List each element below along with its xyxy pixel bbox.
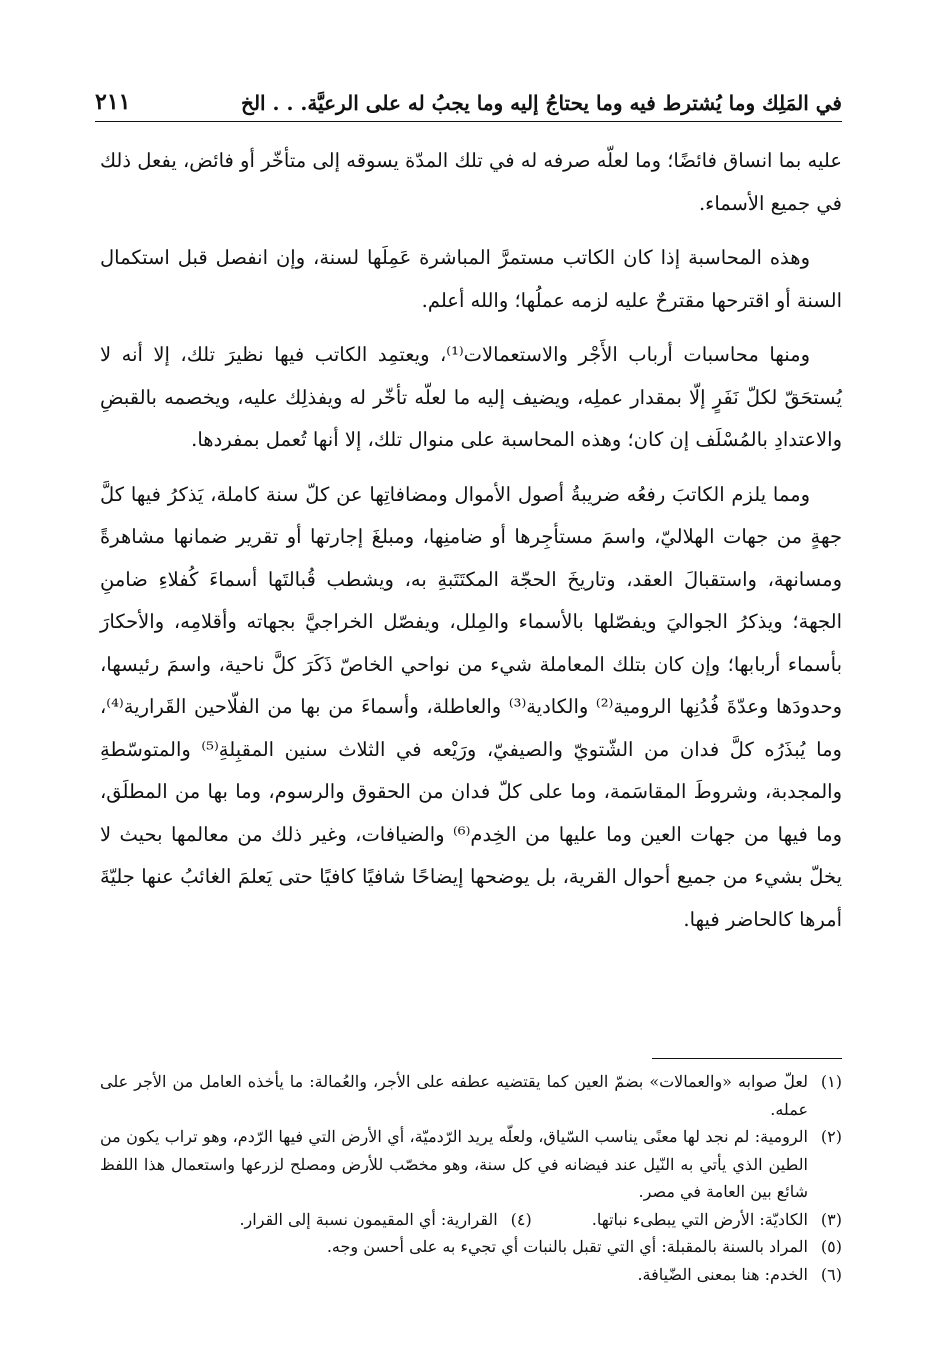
- footnote: [100, 1123, 842, 1206]
- running-title: في المَلِك وما يُشترط فيه وما يحتاجُ إليه وما يجبُ له على الرعيَّة. . . الخ: [241, 91, 842, 115]
- footnote: [100, 1068, 842, 1123]
- footnote-number: (٦): [820, 1264, 842, 1284]
- footnote-separator: [652, 1058, 842, 1059]
- footnote-text: لعلّ صوابه «والعمالات» بضمّ العين كما يقتضيه عطفه على الأجر، والعُمالة: ما يأخذه العامل من الأجر على عمله.: [100, 1072, 808, 1119]
- page-number: ٢١١: [95, 89, 131, 115]
- running-header: [95, 82, 842, 122]
- footnote-text: القرارية: أي المقيمون نسبة إلى القرار.: [239, 1209, 498, 1229]
- footnote: [100, 1233, 842, 1261]
- footnote-number: (٤): [510, 1209, 532, 1229]
- footnote-row: [100, 1206, 842, 1234]
- footnote: [100, 1261, 842, 1289]
- footnote-number: (٣): [820, 1209, 842, 1229]
- paragraph: عليه بما انساق فائضًا؛ وما لعلّه صرفه له في تلك المدّة يسوقه إلى متأخّر أو فائض، يفعل ذلك في جميع الأسماء.: [100, 149, 842, 215]
- footnotes: [100, 1068, 842, 1288]
- paragraph: ومما يلزم الكاتبَ رفعُه ضريبةُ أصول الأموال ومضافاتِها عن كلّ سنة كاملة، يَذكرُ فيها كلَّ جهةٍ من جهات الهلاليّ، واسمَ مستأجِرها أو ضامنِها، ومبلغَ إجارتها أو تقرير ضمانها مشاهرةً ومسانهة، واستقبالَ العقد، وتاريخَ الحجّة المكتَتَبةِ به، ويشطب قُبالتَها أسماءَ كُفلاءِ ضامنِ الجهة؛ ويذكرُ الجواليَ ويفصّلها بالأسماء والمِلل، ويفصّل الخراجيَّ بجهاته وأقلامِه، والأحكارَ بأسماء أربابها؛ وإن كان بتلك المعاملة شيء من نواحي الخاصّ ذَكَرَ كلَّ ناحية، واسمَ رئيسها، وحدودَها وعدّةَ فُدُنِها الرومية⁽²⁾ والكادية⁽³⁾ والعاطلة، وأسماءَ من بها من الفلّاحين القَرارية⁽⁴⁾، وما يُبذَرُه كلَّ فدان من الشّتويّ والصيفيّ، ورَيْعه في الثلاث سنين المقبِلةِ⁽⁵⁾ والمتوسّطةِ والمجدبة، وشروطَ المقاسَمة، وما على كلّ فدان من الحقوق والرسوم، وما بها من المطلَق، وما فيها من جهات العين وما عليها من الخِدم⁽⁶⁾ والضيافات، وغير ذلك من معالمها بحيث لا يخلّ بشيء من جميع أحوال القرية، بل يوضحها إيضاحًا شافيًا كافيًا حتى يَعلمَ الغائبُ عنها جليّةَ أمرها كالحاضر فيها.: [100, 482, 843, 931]
- footnote-number: (٢): [820, 1127, 842, 1146]
- paragraph: وهذه المحاسبة إذا كان الكاتب مستمرَّ المباشرة عَمِلَها لسنة، وإن انفصل قبل استكمال السنة أو اقترحها مقترحٌ عليه لزمه عملُها؛ والله أعلم.: [100, 246, 842, 312]
- footnote: [239, 1206, 531, 1234]
- footnote-number: (١): [820, 1072, 842, 1091]
- footnote-text: المراد بالسنة بالمقبلة: أي التي تقبل بالنبات أي تجيء به على أحسن وجه.: [326, 1237, 808, 1256]
- footnote: [592, 1206, 842, 1234]
- body-text: [100, 140, 842, 953]
- footnote-text: الرومية: لم نجد لها معنًى يناسب السّياق، ولعلّه يريد الرّدميّة، أي الأرض التي فيها الرّدم، وهو تراب يكون من الطين الذي يأتي به النّيل عند فيضانه في كل سنة، وهو مخصّب للأرض ومصلح لزرعها واستعمال هذا اللفظ شائع بين العامة في مصر.: [100, 1127, 808, 1201]
- footnote-text: الكاديّة: الأرض التي يبطىء نباتها.: [591, 1209, 808, 1229]
- paragraph: ومنها محاسبات أرباب الأَجْر والاستعمالات⁽¹⁾، ويعتمِد الكاتب فيها نظيرَ تلك، إلا أنه لا يُستحَقّ لكلّ نَفَرٍ إلّا بمقدار عملِه، ويضيف إليه ما لعلّه تأخّر له ويفذلِك عليه، ويخصمه بالقبضِ والاعتدادِ بالمُسْلَف إن كان؛ وهذه المحاسبة على منوال تلك، إلا أنها تُعمل بمفردها.: [100, 343, 842, 451]
- footnote-number: (٥): [820, 1237, 842, 1256]
- footnote-text: الخدم: هنا بمعنى الضّيافة.: [637, 1264, 808, 1284]
